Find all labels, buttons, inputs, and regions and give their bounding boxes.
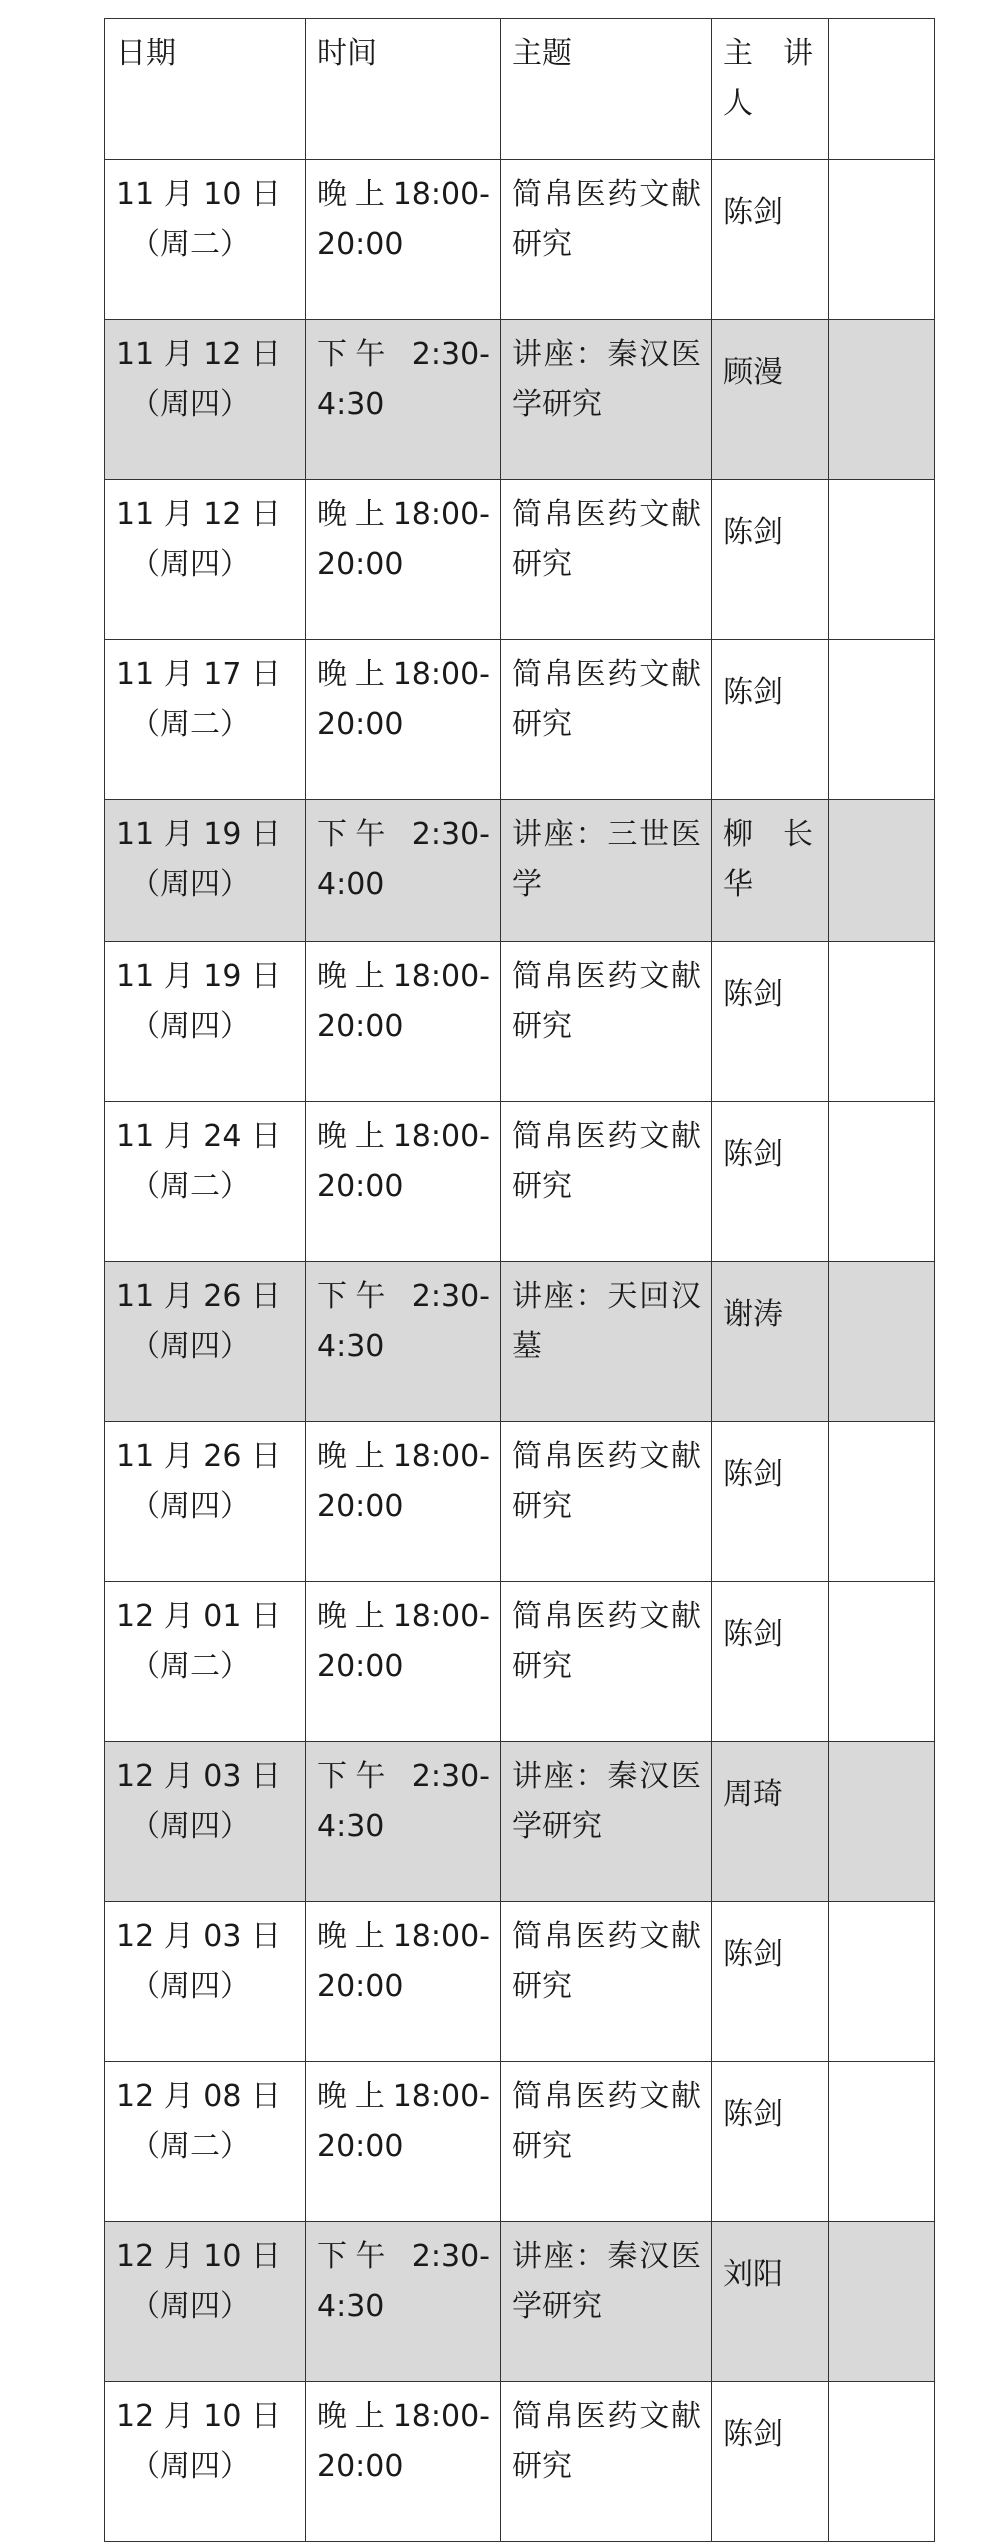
extra-cell [829, 1902, 935, 2062]
time-cell: 下午 2:30-4:30 [306, 320, 501, 480]
extra-cell [829, 2382, 935, 2542]
topic-cell: 讲座：秦汉医学研究 [501, 1742, 712, 1902]
table-row [105, 1102, 935, 1262]
date-text: 11 月 10 日 [116, 177, 281, 212]
date-text: 11 月 19 日 [116, 959, 281, 994]
weekday-text: （周二） [130, 1649, 250, 1684]
time-cell: 晚上18:00-20:00 [306, 640, 501, 800]
table-row [105, 2062, 935, 2222]
header-time: 时间 [306, 19, 501, 160]
table-row [105, 640, 935, 800]
date-text: 12 月 03 日 [116, 1919, 281, 1954]
weekday-text: （周四） [130, 387, 250, 422]
table-row [105, 1902, 935, 2062]
extra-cell [829, 1262, 935, 1422]
weekday-text: （周四） [130, 867, 250, 902]
table-row [105, 800, 935, 942]
table-row [105, 942, 935, 1102]
table-row [105, 2382, 935, 2542]
schedule-table [104, 18, 935, 2542]
speaker-cell: 陈剑 [712, 640, 829, 800]
header-extra [829, 19, 935, 160]
date-cell [105, 1422, 306, 1582]
extra-cell [829, 320, 935, 480]
speaker-cell: 谢涛 [712, 1262, 829, 1422]
time-cell: 下午 2:30-4:30 [306, 1742, 501, 1902]
topic-cell: 简帛医药文献研究 [501, 1422, 712, 1582]
date-text: 12 月 01 日 [116, 1599, 281, 1634]
time-cell: 晚上18:00-20:00 [306, 942, 501, 1102]
time-cell: 晚上18:00-20:00 [306, 1422, 501, 1582]
speaker-cell: 陈剑 [712, 2062, 829, 2222]
weekday-text: （周四） [130, 1969, 250, 2004]
weekday-text: （周四） [130, 1009, 250, 1044]
speaker-cell: 周琦 [712, 1742, 829, 1902]
date-text: 12 月 10 日 [116, 2239, 281, 2274]
speaker-cell: 陈剑 [712, 1102, 829, 1262]
date-cell [105, 1902, 306, 2062]
table-row [105, 320, 935, 480]
time-cell: 晚上18:00-20:00 [306, 160, 501, 320]
date-text: 11 月 26 日 [116, 1279, 281, 1314]
extra-cell [829, 2062, 935, 2222]
date-cell [105, 800, 306, 942]
table-row [105, 1262, 935, 1422]
topic-cell: 简帛医药文献研究 [501, 1102, 712, 1262]
time-cell: 下午 2:30-4:00 [306, 800, 501, 942]
extra-cell [829, 640, 935, 800]
weekday-text: （周四） [130, 1809, 250, 1844]
date-cell [105, 2062, 306, 2222]
date-cell [105, 320, 306, 480]
table-header-row [105, 19, 935, 160]
date-cell [105, 2222, 306, 2382]
date-text: 11 月 19 日 [116, 817, 281, 852]
date-cell [105, 1582, 306, 1742]
speaker-cell: 陈剑 [712, 1422, 829, 1582]
weekday-text: （周二） [130, 1169, 250, 1204]
extra-cell [829, 1422, 935, 1582]
topic-cell: 简帛医药文献研究 [501, 1902, 712, 2062]
topic-cell: 简帛医药文献研究 [501, 942, 712, 1102]
table-row [105, 1742, 935, 1902]
date-text: 11 月 12 日 [116, 337, 281, 372]
date-text: 11 月 24 日 [116, 1119, 281, 1154]
topic-cell: 简帛医药文献研究 [501, 640, 712, 800]
topic-cell: 讲座：三世医学 [501, 800, 712, 942]
table-row [105, 2222, 935, 2382]
date-cell [105, 1742, 306, 1902]
speaker-cell: 陈剑 [712, 1582, 829, 1742]
weekday-text: （周四） [130, 2449, 250, 2484]
topic-cell: 简帛医药文献研究 [501, 160, 712, 320]
topic-cell: 讲座：天回汉墓 [501, 1262, 712, 1422]
date-cell [105, 2382, 306, 2542]
speaker-cell: 顾漫 [712, 320, 829, 480]
table-row [105, 1582, 935, 1742]
speaker-cell: 陈剑 [712, 480, 829, 640]
speaker-cell: 陈剑 [712, 942, 829, 1102]
speaker-cell: 陈剑 [712, 2382, 829, 2542]
extra-cell [829, 800, 935, 942]
extra-cell [829, 2222, 935, 2382]
header-date: 日期 [105, 19, 306, 160]
date-text: 12 月 08 日 [116, 2079, 281, 2114]
date-text: 11 月 12 日 [116, 497, 281, 532]
weekday-text: （周二） [130, 2129, 250, 2164]
speaker-cell: 陈剑 [712, 160, 829, 320]
topic-cell: 讲座：秦汉医学研究 [501, 2222, 712, 2382]
weekday-text: （周四） [130, 1489, 250, 1524]
time-cell: 下午 2:30-4:30 [306, 2222, 501, 2382]
topic-cell: 简帛医药文献研究 [501, 2382, 712, 2542]
topic-cell: 简帛医药文献研究 [501, 2062, 712, 2222]
date-cell [105, 480, 306, 640]
table-row [105, 1422, 935, 1582]
time-cell: 晚上18:00-20:00 [306, 1102, 501, 1262]
extra-cell [829, 1742, 935, 1902]
date-cell [105, 1102, 306, 1262]
header-topic: 主题 [501, 19, 712, 160]
extra-cell [829, 160, 935, 320]
table-row [105, 160, 935, 320]
time-cell: 晚上18:00-20:00 [306, 2062, 501, 2222]
weekday-text: （周二） [130, 707, 250, 742]
speaker-cell: 刘阳 [712, 2222, 829, 2382]
extra-cell [829, 480, 935, 640]
time-cell: 晚上18:00-20:00 [306, 1582, 501, 1742]
weekday-text: （周二） [130, 227, 250, 262]
extra-cell [829, 942, 935, 1102]
extra-cell [829, 1102, 935, 1262]
time-cell: 晚上18:00-20:00 [306, 2382, 501, 2542]
date-text: 12 月 03 日 [116, 1759, 281, 1794]
speaker-cell: 柳 长华 [712, 800, 829, 942]
weekday-text: （周四） [130, 1329, 250, 1364]
date-cell [105, 1262, 306, 1422]
speaker-cell: 陈剑 [712, 1902, 829, 2062]
table-row [105, 480, 935, 640]
topic-cell: 简帛医药文献研究 [501, 1582, 712, 1742]
time-cell: 晚上18:00-20:00 [306, 480, 501, 640]
time-cell: 晚上18:00-20:00 [306, 1902, 501, 2062]
date-cell [105, 160, 306, 320]
weekday-text: （周四） [130, 547, 250, 582]
topic-cell: 简帛医药文献研究 [501, 480, 712, 640]
date-text: 11 月 26 日 [116, 1439, 281, 1474]
time-cell: 下午 2:30-4:30 [306, 1262, 501, 1422]
extra-cell [829, 1582, 935, 1742]
header-speaker: 主 讲人 [712, 19, 829, 160]
topic-cell: 讲座：秦汉医学研究 [501, 320, 712, 480]
date-cell [105, 640, 306, 800]
date-text: 12 月 10 日 [116, 2399, 281, 2434]
date-text: 11 月 17 日 [116, 657, 281, 692]
weekday-text: （周四） [130, 2289, 250, 2324]
date-cell [105, 942, 306, 1102]
